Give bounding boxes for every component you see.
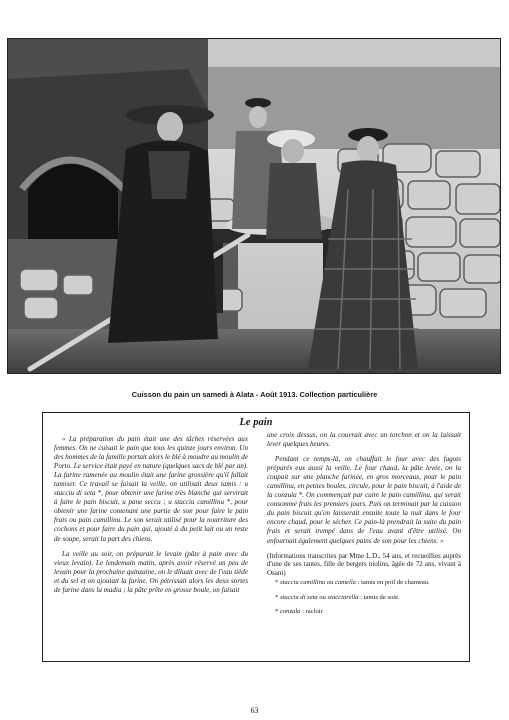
box-title: Le pain <box>239 417 273 428</box>
paragraph: La veille au soir, on préparait le levain (pâte à pain avec du vieux levain). Le lendemain matin, après avoir réservé un peu de levain pour la prochaine quinzaine, on le diluait avec de l'eau tiède et du sel et on ajoutait la farine. On pétrissait alors les deux sortes de farine dans la madia ; la pâte prête en grosse boule, on faisait <box>54 549 248 594</box>
footnote: * stacciu di seta ou stacciarella : tamis de soie. <box>275 593 400 601</box>
historical-photograph <box>7 38 501 374</box>
source-info: (Informations transcrites par Mme L.D., 54 ans, et recueillies auprès d'une de ses tantes, fille de bergers niolins, âgée de 72 ans, vivant à Osani) <box>267 551 461 577</box>
footnote: * stacciu camillinu ou camella : tamis en poil de chameau. <box>275 579 430 587</box>
paragraph: « La préparation du pain était une des tâches réservées aux femmes. On ne cuisait le pain que tous les quinze jours environ. Un des hommes de la famille portait alors le blé à moudre au moulin de Porto. Le service était payé en nature (quelques sacs de blé par an). La farine ramenée au moulin était une farine grossière qu'il fallait tamiser. Ce travail se faisait la veille, on utilisait deux tamis : u stacciu di seta *, pour obtenir une farine très blanche qui servirait à faire le pain biscuit, u pane seccu ; u stacciu camillinu *, pour obtenir une farine contenant une partie de son pour faire le pain frais ou pain camillinu. Le son serait utilisé pour la nourriture des cochons et pour faire du pain qui, ajouté à du petit lait ou un reste de soupe, serait la part des chiens. <box>54 435 248 543</box>
footnote: * conzula : racloir <box>275 608 323 616</box>
paragraph: une croix dessus, on la couvrait avec un torchon et on la laissait lever quelques heures. <box>267 431 461 449</box>
text-box <box>42 412 470 662</box>
right-column <box>267 431 461 623</box>
photo-caption: Cuisson du pain un samedi à Alata - Août 1913. Collection particulière <box>131 390 378 399</box>
left-column <box>54 435 248 601</box>
page-number: 63 <box>250 706 259 715</box>
paragraph: Pendant ce temps-là, on chauffait le four avec des fagots préparés eux aussi la veille. Le four chaud, la pâte levée, on la coupait sur une planche farinée, en gros morceaux, pour le pain camillinu, en petites boules, circule, pour le pain biscuit, à l'aide de la conzula *. On commençait par cuire le pain camillinu, qui serait consommé frais les premiers jours. Puis on terminait par la cuisson du pain biscuit qu'on laisserait ensuite toute la nuit dans le four encore chaud, pour le sécher. Ce pain-là prendrait la suite du pain frais et serait trempé dans de l'eau avant d'être utilisé. On enfournait également quelques pains de son pour les chiens. » <box>267 455 461 545</box>
